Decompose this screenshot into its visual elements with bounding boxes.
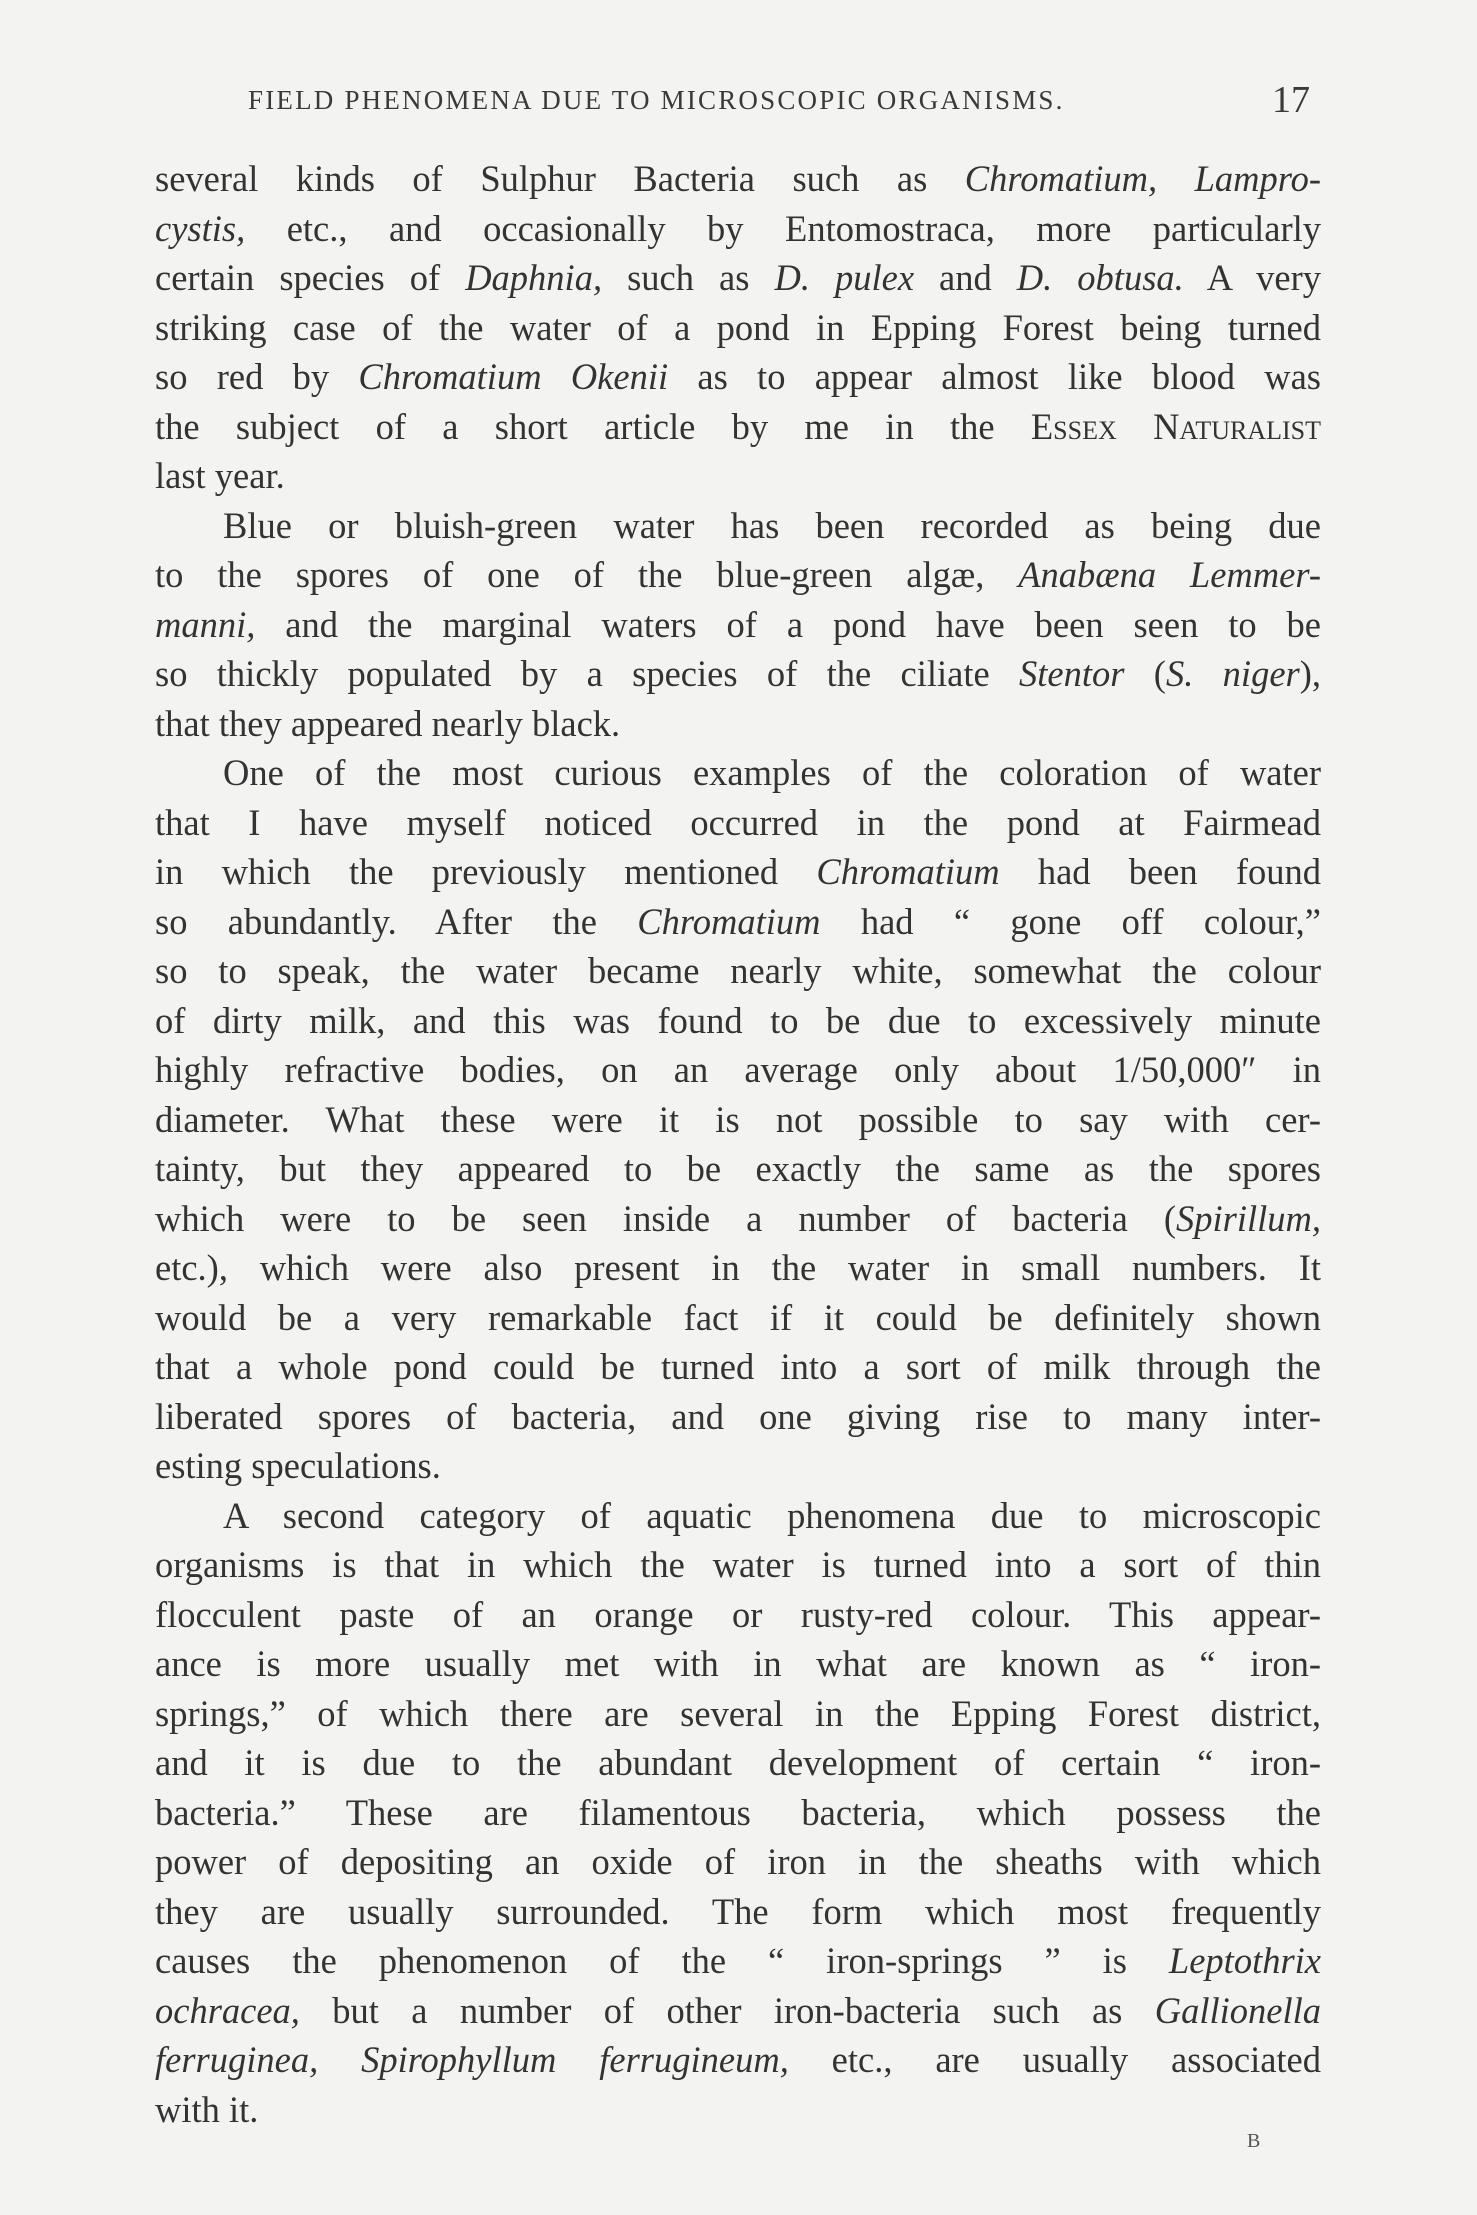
text-line <box>155 402 1321 452</box>
page-number: 17 <box>1272 79 1310 121</box>
text-line <box>155 847 1321 897</box>
text-line <box>155 1194 1321 1244</box>
text-line <box>155 1788 1321 1838</box>
italic-text: Spirillum, <box>1175 1197 1321 1239</box>
text-run: that a whole pond could be turned into a sort of milk through the <box>155 1346 1321 1387</box>
text-run: Blue or bluish-green water has been recorded as being due <box>223 504 1321 546</box>
text-line <box>155 897 1321 947</box>
text-run: diameter. What these were it is not possible to say with cer- <box>155 1098 1321 1140</box>
text-run: the subject of a short article by me in the <box>155 405 1031 447</box>
italic-text: manni, <box>155 603 256 645</box>
text-run: to the spores of one of the blue-green algæ, <box>155 554 1019 595</box>
italic-text: Daphnia, <box>465 257 603 298</box>
text-run: of dirty milk, and this was found to be due to excessively minute <box>155 999 1321 1041</box>
text-run: which were to be seen inside a number of bacteria ( <box>155 1197 1176 1239</box>
text-run: that they appeared nearly black. <box>155 702 621 744</box>
text-run: would be a very remarkable fact if it could be definitely shown <box>155 1296 1321 1338</box>
text-run: had “ gone off colour,” <box>820 900 1321 942</box>
text-run: so thickly populated by a species of the ciliate <box>155 653 1020 694</box>
text-line <box>155 1243 1321 1293</box>
text-line <box>155 946 1321 996</box>
text-run: last year. <box>155 455 285 496</box>
text-line <box>155 1392 1321 1442</box>
italic-text: ochracea, <box>155 1989 300 2031</box>
text-run: and it is due to the abundant development of certain “ iron- <box>155 1742 1321 1783</box>
text-line <box>155 600 1321 650</box>
text-run: so abundantly. After the <box>155 900 638 942</box>
italic-text: D. pulex <box>774 257 915 298</box>
text-line <box>155 1441 1321 1491</box>
text-line <box>155 699 1321 749</box>
text-run: liberated spores of bacteria, and one giving rise to many inter- <box>155 1395 1321 1437</box>
text-run: esting speculations. <box>155 1445 441 1486</box>
italic-text: Chromatium <box>637 900 821 942</box>
text-run: in which the previously mentioned <box>155 851 817 892</box>
text-run: as to appear almost like blood was <box>668 356 1321 397</box>
italic-text: Chromatium <box>816 851 1000 892</box>
text-line <box>155 1342 1321 1392</box>
text-run: power of depositing an oxide of iron in the sheaths with which <box>155 1841 1321 1882</box>
italic-text: Chromatium, Lampro- <box>964 158 1322 199</box>
text-line <box>155 1045 1321 1095</box>
text-line <box>155 204 1321 254</box>
running-header: FIELD PHENOMENA DUE TO MICROSCOPIC ORGANISMS. <box>248 85 1065 115</box>
text-run: tainty, but they appeared to be exactly the same as the spores <box>155 1148 1321 1189</box>
text-run: and <box>914 257 1017 298</box>
text-line <box>155 1491 1321 1541</box>
text-run: that I have myself noticed occurred in the pond at Fairmead <box>155 801 1321 843</box>
text-run: had been found <box>999 851 1321 892</box>
text-line <box>155 303 1321 353</box>
text-run: such as <box>602 257 775 298</box>
text-run: etc., and occasionally by Entomostraca, more particularly <box>245 207 1321 249</box>
text-line <box>155 1936 1321 1986</box>
text-line <box>155 1887 1321 1937</box>
text-run: organisms is that in which the water is turned into a sort of thin <box>155 1544 1321 1585</box>
text-line <box>155 1837 1321 1887</box>
italic-text: Stentor <box>1019 653 1125 694</box>
text-line <box>155 1986 1321 2036</box>
text-run: with it. <box>155 2088 259 2130</box>
text-run: flocculent paste of an orange or rusty-red colour. This appear- <box>155 1593 1321 1635</box>
signature-mark: B <box>1247 2130 1261 2152</box>
text-line <box>155 1738 1321 1788</box>
text-run: but a number of other iron-bacteria such as <box>299 1989 1155 2031</box>
body-text <box>155 154 1321 2134</box>
italic-text: S. niger <box>1165 653 1300 694</box>
text-line <box>155 798 1321 848</box>
text-run: A very <box>1183 257 1322 298</box>
text-run: so to speak, the water became nearly white, somewhat the colour <box>155 950 1321 991</box>
text-line <box>155 154 1321 204</box>
text-line <box>155 748 1321 798</box>
text-run: ), <box>1299 653 1322 694</box>
text-line <box>155 1095 1321 1145</box>
text-line <box>155 550 1321 600</box>
text-line <box>155 2035 1321 2085</box>
text-run: they are usually surrounded. The form which most frequently <box>155 1890 1321 1932</box>
text-run: A second category of aquatic phenomena due to microscopic <box>223 1494 1321 1536</box>
text-line <box>155 1293 1321 1343</box>
text-run: so red by <box>155 356 359 397</box>
text-run: One of the most curious examples of the coloration of water <box>223 752 1321 793</box>
text-run: certain species of <box>155 257 466 298</box>
text-run: etc.), which were also present in the water in small numbers. It <box>155 1247 1321 1288</box>
text-line <box>155 649 1321 699</box>
small-caps-text: Essex Naturalist <box>1030 405 1321 447</box>
text-run: several kinds of Sulphur Bacteria such as <box>155 158 965 199</box>
text-run: causes the phenomenon of the “ iron-springs ” is <box>155 1940 1169 1981</box>
text-run: highly refractive bodies, on an average only about 1/50,000″ in <box>155 1049 1321 1090</box>
text-run: ance is more usually met with in what are known as “ iron- <box>155 1643 1321 1684</box>
text-run: bacteria.” These are filamentous bacteria, which possess the <box>155 1791 1321 1833</box>
text-run: striking case of the water of a pond in Epping Forest being turned <box>155 306 1321 348</box>
text-line <box>155 1590 1321 1640</box>
italic-text: cystis, <box>155 207 246 249</box>
text-line <box>155 996 1321 1046</box>
italic-text: Gallionella <box>1154 1989 1321 2031</box>
text-run: etc., are usually associated <box>788 2039 1322 2080</box>
text-run: and the marginal waters of a pond have been seen to be <box>255 603 1321 645</box>
text-line <box>155 352 1321 402</box>
text-line <box>155 1144 1321 1194</box>
text-run: ( <box>1124 653 1166 694</box>
text-run: springs,” of which there are several in the Epping Forest district, <box>155 1692 1321 1734</box>
text-line <box>155 253 1321 303</box>
text-line <box>155 1689 1321 1739</box>
text-line <box>155 2085 1321 2135</box>
italic-text: Anabæna Lemmer- <box>1018 554 1321 595</box>
text-line <box>155 1639 1321 1689</box>
italic-text: Leptothrix <box>1168 1940 1321 1981</box>
text-line <box>155 1540 1321 1590</box>
italic-text: ferruginea, Spirophyllum ferrugineum, <box>155 2039 789 2080</box>
italic-text: D. obtusa. <box>1016 257 1184 298</box>
text-line <box>155 501 1321 551</box>
italic-text: Chromatium Okenii <box>358 356 669 397</box>
text-line <box>155 451 1321 501</box>
